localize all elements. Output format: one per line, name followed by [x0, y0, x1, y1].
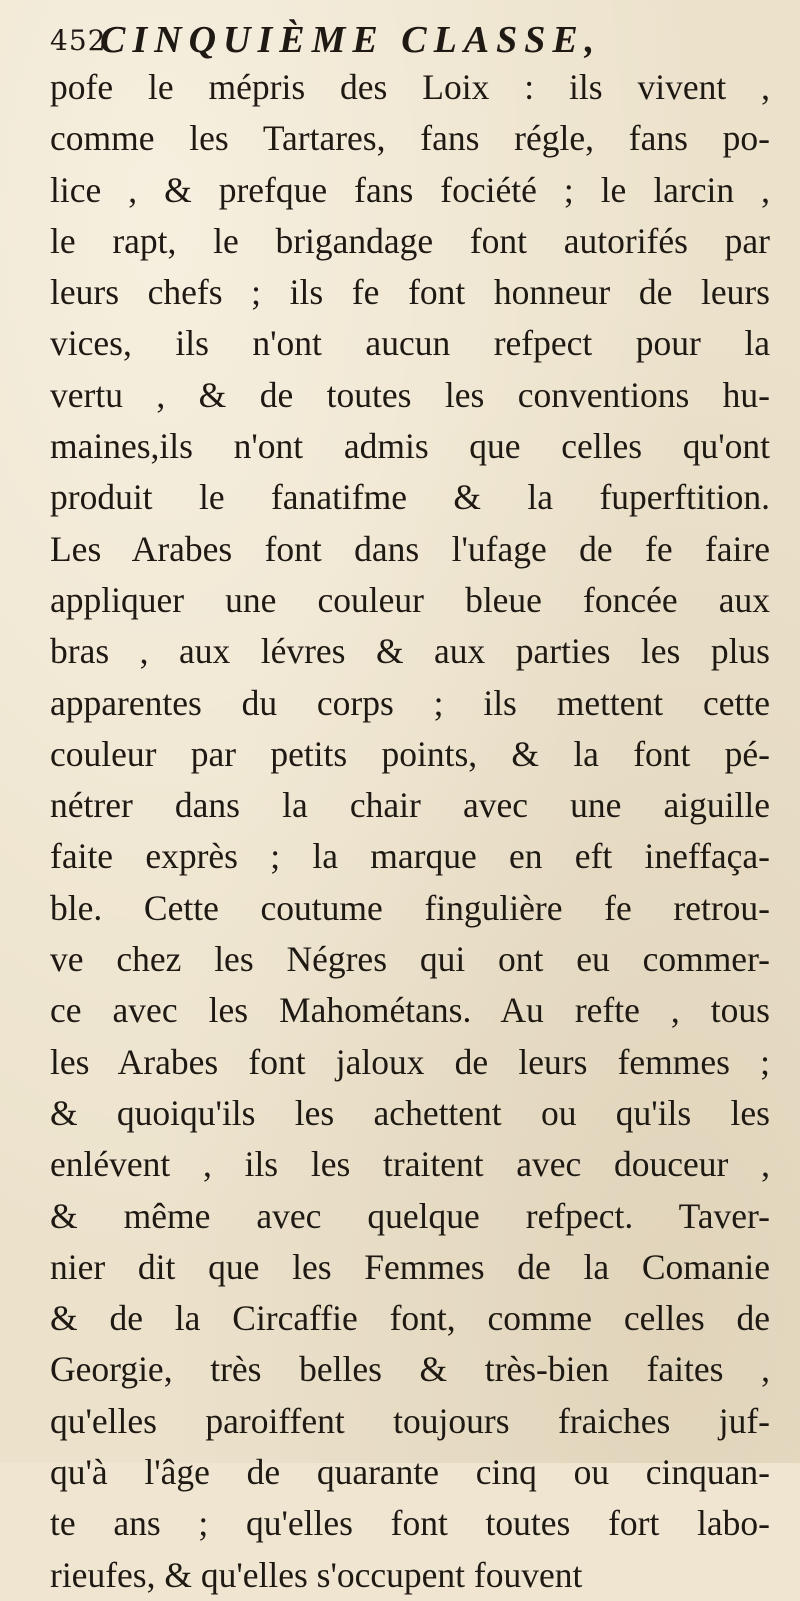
- text-line: vertu , & de toutes les conventions hu-: [50, 374, 770, 415]
- text-line: & même avec quelque refpect. Taver-: [50, 1195, 770, 1236]
- text-line: Les Arabes font dans l'ufage de fe faire: [50, 528, 770, 569]
- text-line: qu'à l'âge de quarante cinq ou cinquan-: [50, 1452, 770, 1493]
- text-line: ve chez les Négres qui ont eu commer-: [50, 939, 770, 980]
- text-line: comme les Tartares, fans régle, fans po-: [50, 118, 770, 159]
- page-number: 452: [50, 24, 107, 57]
- text-line: ce avec les Mahométans. Au refte , tous: [50, 990, 770, 1031]
- text-line: vices, ils n'ont aucun refpect pour la: [50, 323, 770, 364]
- text-line: nier dit que les Femmes de la Comanie: [50, 1246, 770, 1287]
- text-line: enlévent , ils les traitent avec douceur ,: [50, 1144, 770, 1185]
- running-head: [50, 10, 770, 68]
- text-line: les Arabes font jaloux de leurs femmes ;: [50, 1041, 770, 1082]
- text-line: appliquer une couleur bleue foncée aux: [50, 579, 770, 620]
- text-line: pofe le mépris des Loix : ils vivent ,: [50, 67, 770, 107]
- text-line: nétrer dans la chair avec une aiguille: [50, 785, 770, 826]
- text-line: le rapt, le brigandage font autorifés par: [50, 220, 770, 261]
- text-line: leurs chefs ; ils fe font honneur de leurs: [50, 272, 770, 313]
- text-line: rieufes, & qu'elles s'occupent fouvent: [50, 1554, 583, 1595]
- text-line: qu'elles paroiffent toujours fraiches juf-: [50, 1400, 770, 1441]
- text-line: couleur par petits points, & la font pé-: [50, 733, 770, 774]
- text-line: lice , & prefque fans fociété ; le larcin ,: [50, 169, 770, 210]
- running-head-title: CINQUIÈME CLASSE,: [100, 19, 602, 61]
- body-text: [50, 62, 770, 1601]
- text-line: faite exprès ; la marque en eft ineffaça-: [50, 836, 770, 877]
- text-line: Georgie, très belles & très-bien faites ,: [50, 1349, 770, 1390]
- text-line: & de la Circaffie font, comme celles de: [50, 1298, 770, 1339]
- text-line: te ans ; qu'elles font toutes fort labo-: [50, 1503, 770, 1544]
- text-line: bras , aux lévres & aux parties les plus: [50, 631, 770, 672]
- text-line: produit le fanatifme & la fuperftition.: [50, 477, 770, 518]
- text-line: ble. Cette coutume fingulière fe retrou-: [50, 887, 770, 928]
- text-line: apparentes du corps ; ils mettent cette: [50, 682, 770, 723]
- text-line: maines,ils n'ont admis que celles qu'ont: [50, 426, 770, 467]
- text-line: & quoiqu'ils les achettent ou qu'ils les: [50, 1092, 770, 1133]
